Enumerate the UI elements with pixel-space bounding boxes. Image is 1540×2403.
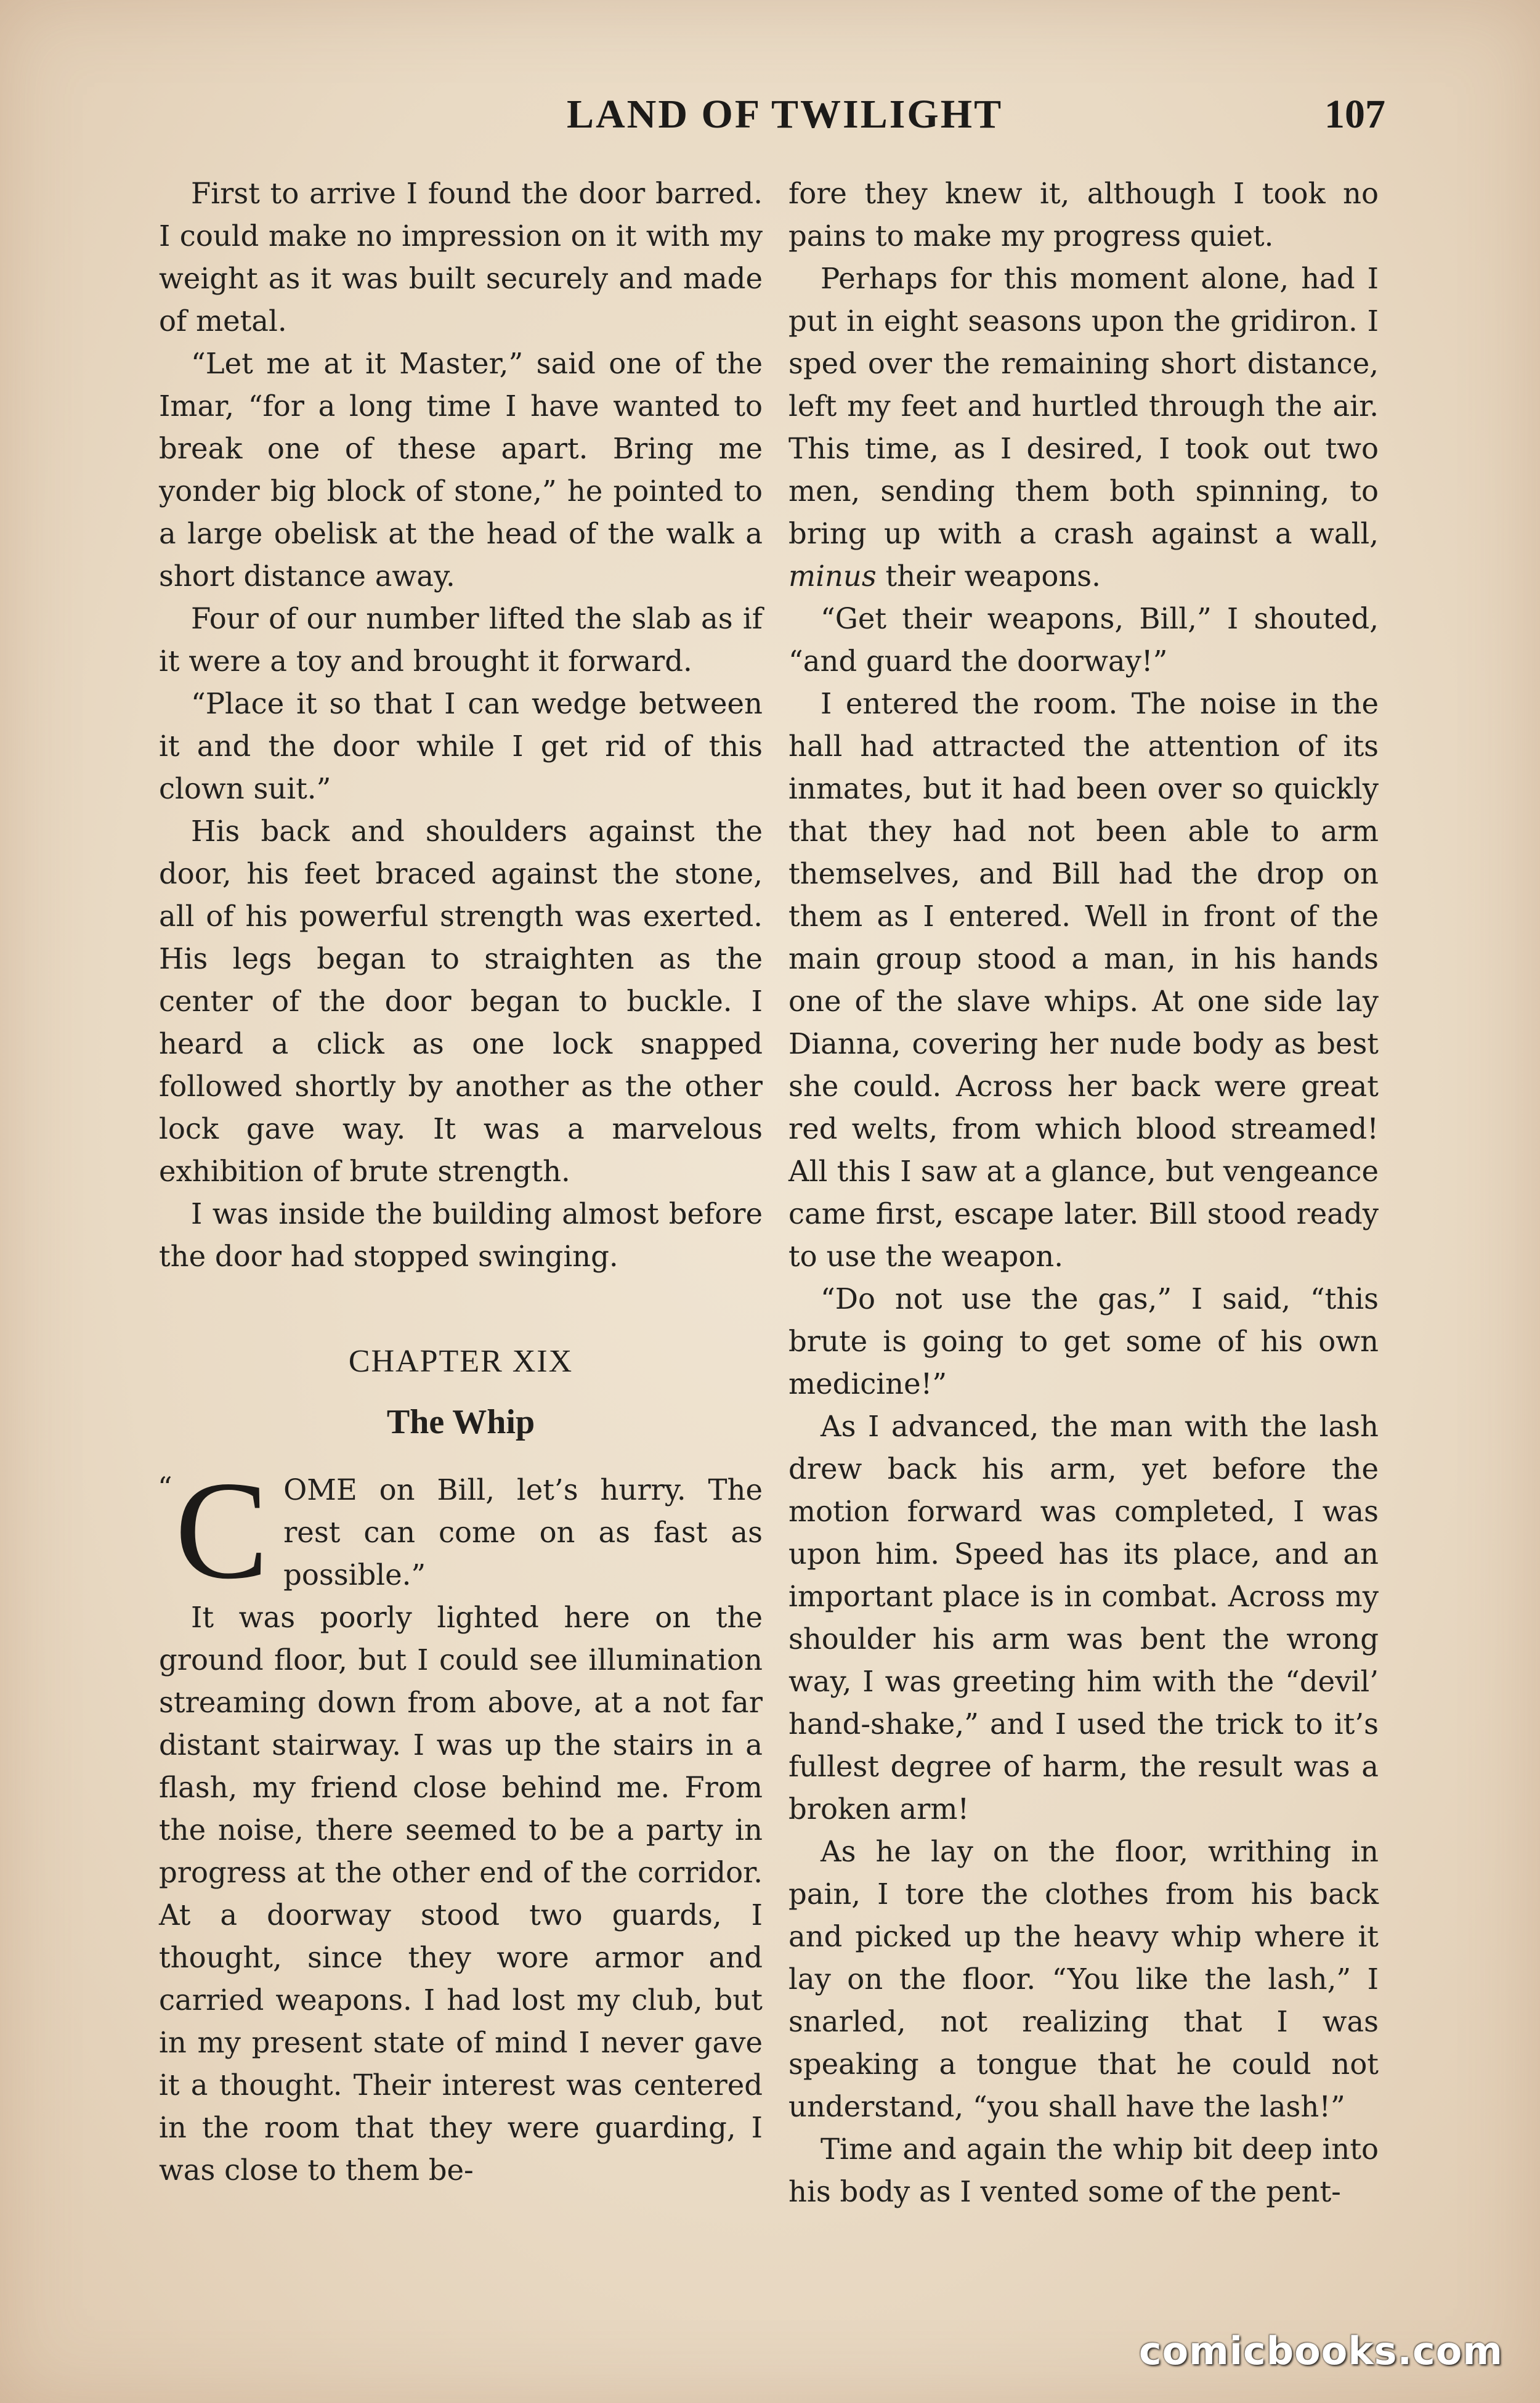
running-title: LAND OF TWILIGHT: [567, 92, 1003, 137]
paragraph-text: their weapons.: [885, 559, 1101, 593]
paragraph: “Do not use the gas,” I said, “this brute is going to get some of his own medicine!”: [788, 1282, 1379, 1401]
drop-cap: C: [175, 1453, 269, 1608]
paragraph: Time and again the whip bit deep into his body as I vented some of the pent-: [788, 2133, 1379, 2208]
watermark: comicbooks.com: [1138, 2328, 1503, 2373]
paragraph: It was poorly lighted here on the ground floor, but I could see illumination streaming down from above, at a not far distant stairway. I was up the stairs in a flash, my friend close behind me. From the noise, there seemed to be a party in progress at the other end of the corridor. At a doorway stood two guards, I thought, since they wore armor and carried weapons. I had lost my club, but in my present state of mind I never gave it a thought. Their interest was centered in the room that they were guarding, I was close to them be-: [159, 1601, 763, 2187]
paragraph: “Place it so that I can wedge between it and the door while I get rid of this clown suit.”: [159, 687, 763, 805]
paragraph: As I advanced, the man with the lash drew back his arm, yet before the motion forward was completed, I was upon him. Speed has its place, and an important place is in combat. Across my shoulder his arm was bent the wrong way, I was greeting him with the “devil’ hand-shake,” and I used the trick to it’s fullest degree of harm, the result was a broken arm!: [788, 1410, 1379, 1826]
paragraph: “Get their weapons, Bill,” I shouted, “and guard the doorway!”: [788, 602, 1379, 678]
paragraph: First to arrive I found the door barred. I could make no impression on it with my weight as it was built securely and made of metal.: [159, 177, 763, 338]
page-number: 107: [1324, 92, 1385, 137]
paragraph: “Let me at it Master,” said one of the Imar, “for a long time I have wanted to break one of these apart. Bring me yonder big block of stone,” he pointed to a large obelisk at the head of the walk a short distance away.: [159, 347, 763, 593]
paragraph: [788, 258, 1379, 598]
right-column: [788, 173, 1379, 2213]
continuation-paragraph: fore they knew it, although I took no pains to make my progress quiet.: [788, 177, 1379, 253]
paragraph: As he lay on the floor, writhing in pain, I tore the clothes from his back and picked up the heavy whip where it lay on the floor. “You like the lash,” I snarled, not realizing that I was speaking a tongue that he could not understand, “you shall have the lash!”: [788, 1835, 1379, 2123]
chapter-opening-paragraph: [158, 1453, 763, 1608]
chapter-title: The Whip: [386, 1403, 535, 1441]
opening-text: OME on Bill, let’s hurry. The rest can come on as fast as possible.”: [283, 1473, 763, 1592]
paragraph: His back and shoulders against the door, his feet braced against the stone, all of his powerful strength was exerted. His legs began to straighten as the center of the door began to buckle. I heard a click as one lock snapped followed shortly by another as the other lock gave way. It was a marvelous exhibition of brute strength.: [159, 815, 763, 1188]
paragraph: I entered the room. The noise in the hall had attracted the attention of its inmates, but it had been over so quickly that they had not been able to arm themselves, and Bill had the drop on them as I entered. Well in front of the main group stood a man, in his hands one of the slave whips. At one side lay Dianna, covering her nude body as best she could. Across her back were great red welts, from which blood streamed! All this I saw at a glance, but vengeance came first, escape later. Bill stood ready to use the weapon.: [788, 687, 1379, 1273]
paragraph: Four of our number lifted the slab as if it were a toy and brought it forward.: [159, 602, 763, 678]
chapter-heading: CHAPTER XIX: [348, 1344, 573, 1379]
left-column: [159, 173, 763, 2192]
italic-word: minus: [788, 559, 877, 593]
paragraph-text: Perhaps for this moment alone, had I put in eight seasons upon the gridiron. I sped over the remaining short distance, left my feet and hurtled through the air. This time, as I desired, I took out two men, sending them both spinning, to bring up with a crash against a wall,: [788, 262, 1379, 550]
paragraph: I was inside the building almost before the door had stopped swinging.: [159, 1197, 763, 1273]
opening-quote-mark: “: [158, 1471, 172, 1504]
